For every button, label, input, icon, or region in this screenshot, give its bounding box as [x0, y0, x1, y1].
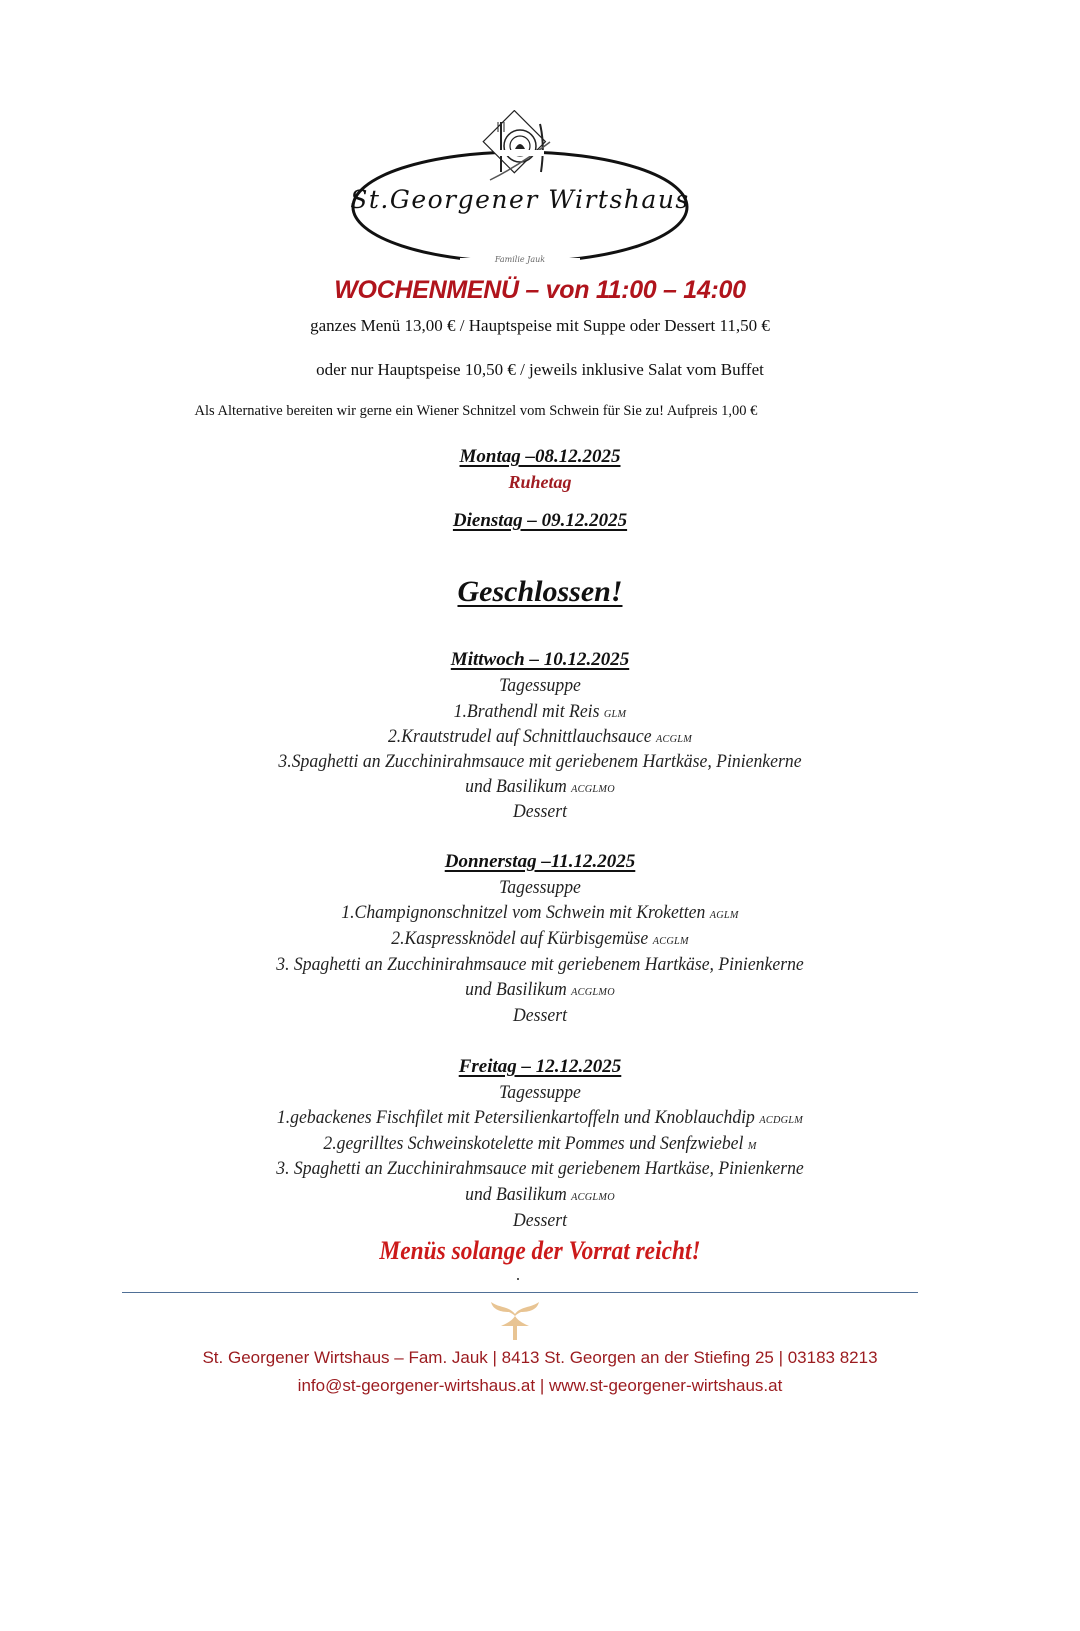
rest-day-label: Ruhetag — [508, 472, 572, 492]
allergen-codes: GLM — [603, 708, 627, 720]
menu-item: 2.Krautstrudel auf Schnittlauchsauce ACGLM — [387, 726, 693, 747]
allergen-codes: ACGLM — [652, 935, 689, 947]
menu-item-continuation: und Basilikum ACGLMO — [465, 979, 615, 1000]
soup-item: Tagessuppe — [499, 675, 581, 696]
day-heading-thursday: Donnerstag –11.12.2025 — [444, 851, 636, 872]
logo-name: St.Georgener Wirtshaus — [350, 185, 690, 214]
dessert-item: Dessert — [513, 1210, 567, 1231]
soup-item: Tagessuppe — [499, 1082, 581, 1103]
price-line-1: ganzes Menü 13,00 € / Hauptspeise mit Suppe oder Dessert 11,50 € — [310, 316, 770, 335]
soup-item: Tagessuppe — [499, 877, 581, 898]
menu-item: 3. Spaghetti an Zucchinirahmsauce mit geriebenem Hartkäse, Pinienkerne — [276, 1158, 804, 1179]
allergen-codes: ACGLMO — [571, 783, 615, 795]
alternative-note: Als Alternative bereiten wir gerne ein Wiener Schnitzel vom Schwein für Sie zu! Aufpreis 1,00 € — [194, 403, 758, 419]
allergen-codes: ACDGLM — [759, 1114, 804, 1126]
leaf-emblem-icon — [487, 1296, 543, 1340]
allergen-codes: ACGLMO — [571, 1191, 615, 1203]
allergen-codes: ACGLM — [655, 733, 693, 745]
stray-dot — [517, 1278, 519, 1280]
footer-address: St. Georgener Wirtshaus – Fam. Jauk | 8413 St. Georgen an der Stiefing 25 | 03183 8213 — [202, 1348, 878, 1367]
allergen-codes: ACGLMO — [571, 986, 615, 998]
allergen-codes: M — [747, 1140, 757, 1152]
closed-label: Geschlossen! — [457, 575, 623, 608]
footer-contact: info@st-georgener-wirtshaus.at | www.st-georgener-wirtshaus.at — [297, 1376, 783, 1395]
allergen-codes: AGLM — [709, 909, 739, 921]
menu-item: 1.gebackenes Fischfilet mit Petersilienkartoffeln und Knoblauchdip ACDGLM — [276, 1107, 804, 1128]
day-heading-friday: Freitag – 12.12.2025 — [458, 1056, 622, 1077]
availability-notice: Menüs solange der Vorrat reicht! — [379, 1236, 701, 1265]
menu-item: 3.Spaghetti an Zucchinirahmsauce mit geriebenem Hartkäse, Pinienkerne — [278, 751, 802, 772]
dessert-item: Dessert — [513, 1005, 567, 1026]
price-line-2: oder nur Hauptspeise 10,50 € / jeweils inklusive Salat vom Buffet — [316, 360, 764, 379]
day-heading-wednesday: Mittwoch – 10.12.2025 — [450, 649, 630, 670]
dessert-item: Dessert — [513, 801, 567, 822]
day-heading-tuesday: Dienstag – 09.12.2025 — [452, 510, 628, 531]
menu-item: 1.Champignonschnitzel vom Schwein mit Kroketten AGLM — [341, 902, 739, 923]
menu-item: 3. Spaghetti an Zucchinirahmsauce mit geriebenem Hartkäse, Pinienkerne — [276, 954, 804, 975]
menu-item-continuation: und Basilikum ACGLMO — [465, 1184, 615, 1205]
menu-item: 2.Kaspressknödel auf Kürbisgemüse ACGLM — [391, 928, 689, 949]
footer-divider — [122, 1292, 918, 1293]
restaurant-logo — [340, 110, 700, 280]
menu-title: WOCHENMENÜ – von 11:00 – 14:00 — [334, 276, 746, 304]
menu-item: 1.Brathendl mit Reis GLM — [453, 701, 627, 722]
menu-item: 2.gegrilltes Schweinskotelette mit Pommes und Senfzwiebel M — [323, 1133, 757, 1154]
logo-subtitle: Familie Jauk — [494, 255, 546, 264]
menu-item-continuation: und Basilikum ACGLMO — [465, 776, 615, 797]
day-heading-monday: Montag –08.12.2025 — [459, 446, 621, 467]
